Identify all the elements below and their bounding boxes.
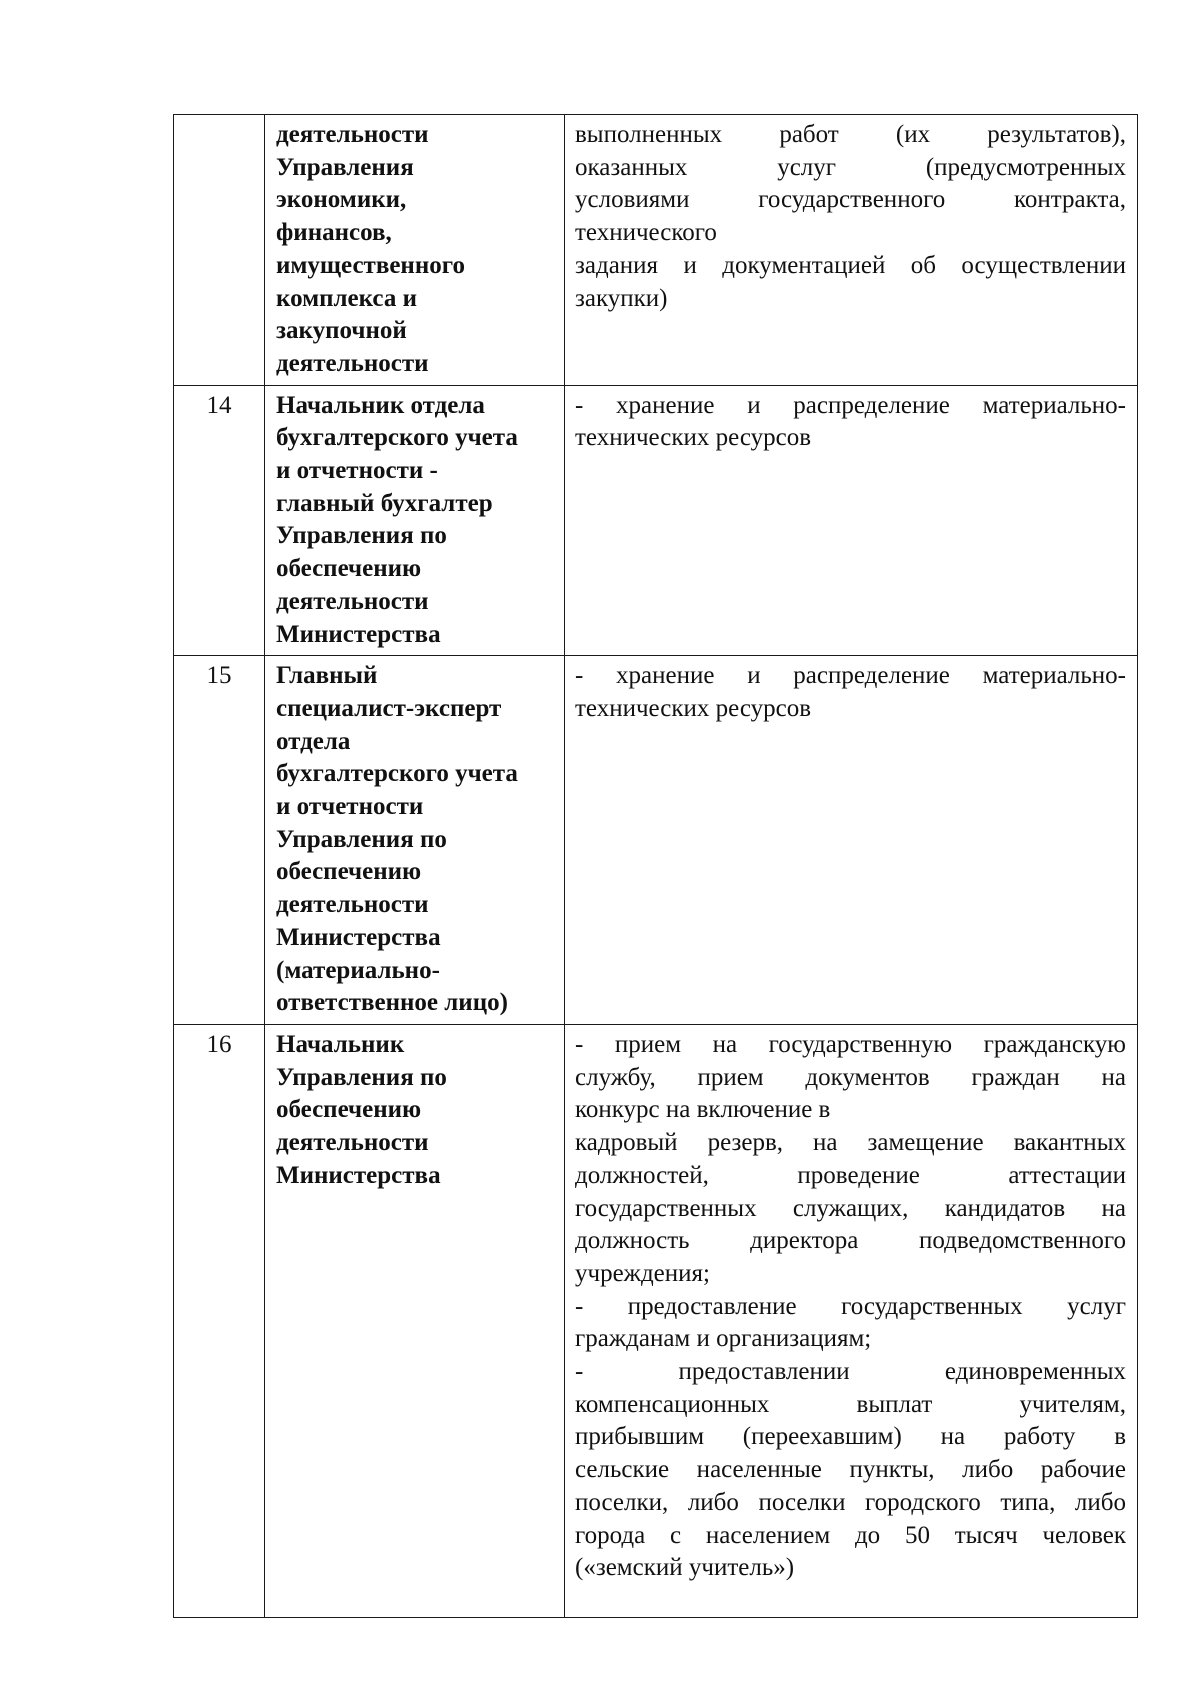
- table-row: [174, 656, 1138, 1025]
- position-line: Управления: [276, 153, 414, 181]
- position-line: специалист-эксперт: [276, 694, 502, 722]
- function-line: технического: [575, 219, 717, 247]
- position-line: и отчетности: [276, 793, 424, 821]
- function-line: должность директора подведомственного: [575, 1227, 1126, 1255]
- function-line: службу, прием документов граждан на: [575, 1063, 1126, 1091]
- row-number: 15: [174, 656, 265, 1025]
- position-line: деятельности: [276, 587, 429, 615]
- function-line: закупки): [575, 284, 668, 312]
- position-line: деятельности: [276, 121, 429, 148]
- row-number: [174, 115, 265, 386]
- function-line: («земский учитель»): [575, 1554, 795, 1582]
- position-line: деятельности: [276, 349, 429, 377]
- function-line: технических ресурсов: [575, 424, 811, 452]
- position-line: (материально-: [276, 956, 440, 984]
- function-line: - предоставлении единовременных: [575, 1358, 1126, 1386]
- position-cell: [265, 385, 565, 656]
- function-line: кадровый резерв, на замещение вакантных: [575, 1129, 1126, 1157]
- function-line: сельские населенные пункты, либо рабочие: [575, 1456, 1126, 1484]
- function-line: задания и документацией об осуществлении: [575, 251, 1126, 279]
- function-line: учреждения;: [575, 1259, 710, 1287]
- function-line: выполненных работ (их результатов),: [575, 121, 1126, 148]
- function-line: компенсационных выплат учителям,: [575, 1390, 1126, 1418]
- position-line: бухгалтерского учета: [276, 424, 518, 452]
- position-line: комплекса и: [276, 284, 417, 312]
- position-line: бухгалтерского учета: [276, 760, 518, 788]
- position-line: Начальник: [276, 1030, 405, 1058]
- function-cell: [565, 115, 1138, 386]
- position-line: обеспечению: [276, 1096, 422, 1124]
- position-line: обеспечению: [276, 555, 422, 583]
- position-line: ответственное лицо): [276, 989, 508, 1017]
- position-line: Министерства: [276, 620, 441, 648]
- position-cell: [265, 1024, 565, 1617]
- position-line: деятельности: [276, 891, 429, 919]
- function-line: оказанных услуг (предусмотренных: [575, 153, 1126, 181]
- function-line: - предоставление государственных услуг: [575, 1292, 1126, 1320]
- position-line: Управления по: [276, 825, 447, 853]
- function-cell: [565, 656, 1138, 1025]
- function-line: - прием на государственную гражданскую: [575, 1030, 1126, 1058]
- function-line: города с населением до 50 тысяч человек: [575, 1521, 1126, 1549]
- position-line: главный бухгалтер: [276, 489, 493, 517]
- function-line: поселки, либо поселки городского типа, либо: [575, 1488, 1126, 1516]
- function-line: прибывшим (переехавшим) на работу в: [575, 1423, 1126, 1451]
- position-line: закупочной: [276, 317, 407, 345]
- table-row: [174, 1024, 1138, 1617]
- function-line: технических ресурсов: [575, 694, 811, 722]
- position-line: Министерства: [276, 923, 441, 951]
- position-cell: [265, 656, 565, 1025]
- position-line: отдела: [276, 727, 351, 755]
- responsibility-table: [173, 114, 1138, 1618]
- function-line: конкурс на включение в: [575, 1096, 831, 1124]
- position-line: деятельности: [276, 1129, 429, 1157]
- function-cell: [565, 1024, 1138, 1617]
- position-line: Министерства: [276, 1161, 441, 1189]
- function-line: - хранение и распределение материально-: [575, 391, 1126, 419]
- function-line: - хранение и распределение материально-: [575, 662, 1126, 690]
- position-line: Главный: [276, 662, 378, 690]
- function-line: государственных служащих, кандидатов на: [575, 1194, 1126, 1222]
- position-line: финансов,: [276, 219, 392, 247]
- position-line: имущественного: [276, 251, 465, 279]
- function-line: условиями государственного контракта,: [575, 186, 1126, 214]
- function-cell: [565, 385, 1138, 656]
- table-row: [174, 385, 1138, 656]
- position-line: и отчетности -: [276, 457, 438, 485]
- position-cell: [265, 115, 565, 386]
- function-line: должностей, проведение аттестации: [575, 1161, 1126, 1189]
- position-line: Управления по: [276, 522, 447, 550]
- position-line: Управления по: [276, 1063, 447, 1091]
- row-number: 16: [174, 1024, 265, 1617]
- table-row: [174, 115, 1138, 386]
- position-line: экономики,: [276, 186, 407, 214]
- position-line: Начальник отдела: [276, 391, 485, 419]
- function-line: гражданам и организациям;: [575, 1325, 872, 1353]
- row-number: 14: [174, 385, 265, 656]
- position-line: обеспечению: [276, 858, 422, 886]
